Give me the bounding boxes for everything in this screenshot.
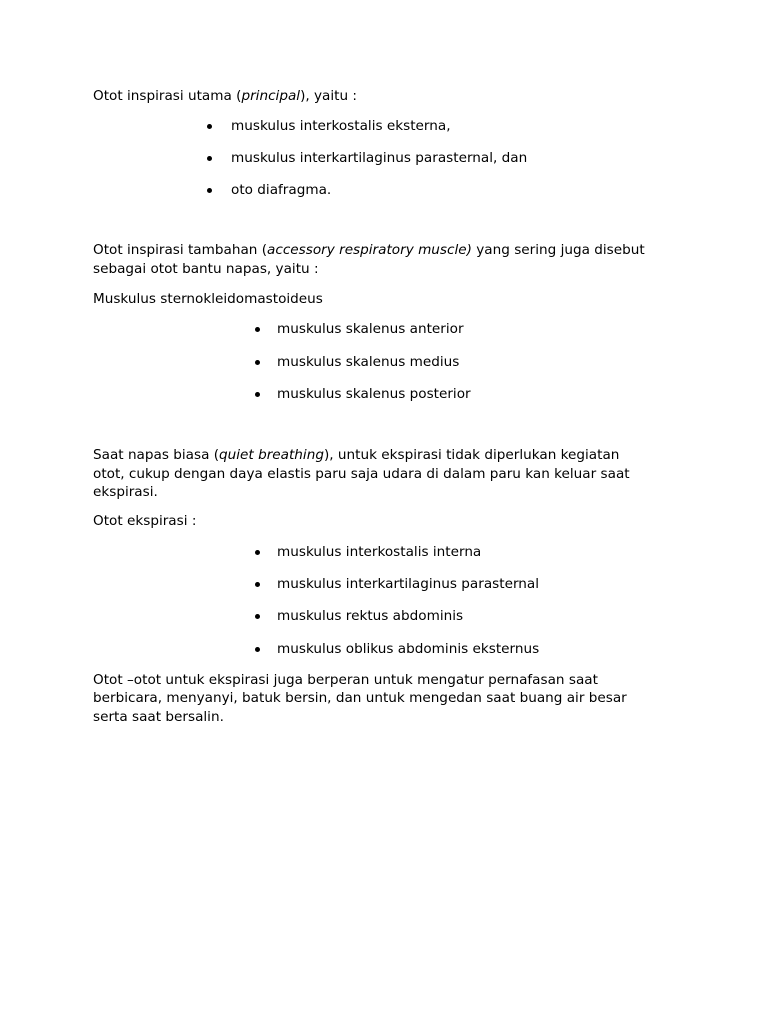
list-item: muskulus skalenus anterior bbox=[277, 321, 464, 337]
paragraph-term: accessory respiratory muscle) bbox=[267, 242, 472, 258]
bullet-icon bbox=[207, 156, 212, 161]
section3-line2: otot, cukup dengan daya elastis paru saja udara di dalam paru kan keluar saat bbox=[93, 466, 630, 482]
paragraph-term: quiet breathing bbox=[219, 447, 324, 463]
paragraph-text: Otot inspirasi tambahan ( bbox=[93, 242, 268, 258]
bullet-icon bbox=[207, 188, 212, 193]
section3-line3: ekspirasi. bbox=[93, 484, 158, 500]
section3-subhead: Otot ekspirasi : bbox=[93, 513, 197, 529]
list-item: oto diafragma. bbox=[231, 182, 332, 198]
list-item: muskulus interkostalis interna bbox=[277, 544, 482, 560]
bullet-icon bbox=[255, 550, 260, 555]
intro-term: principal bbox=[241, 88, 301, 104]
list-item: muskulus skalenus posterior bbox=[277, 386, 471, 402]
list-item: muskulus oblikus abdominis eksternus bbox=[277, 641, 540, 657]
section3-line1 bbox=[93, 446, 683, 464]
section2-line1 bbox=[93, 241, 683, 259]
paragraph-text: Saat napas biasa ( bbox=[93, 447, 220, 463]
paragraph-text-end: yang sering juga disebut bbox=[471, 242, 645, 258]
bullet-icon bbox=[255, 392, 260, 397]
bullet-icon bbox=[255, 614, 260, 619]
bullet-icon bbox=[255, 582, 260, 587]
list-item: muskulus rektus abdominis bbox=[277, 608, 464, 624]
section4-line2: berbicara, menyanyi, batuk bersin, dan untuk mengedan saat buang air besar bbox=[93, 690, 627, 706]
paragraph-text-end: ), untuk ekspirasi tidak diperlukan kegiatan bbox=[323, 447, 620, 463]
bullet-icon bbox=[255, 327, 260, 332]
section4-line1: Otot –otot untuk ekspirasi juga berperan untuk mengatur pernafasan saat bbox=[93, 672, 598, 688]
bullet-icon bbox=[255, 360, 260, 365]
section2-subhead: Muskulus sternokleidomastoideus bbox=[93, 291, 323, 307]
bullet-icon bbox=[207, 124, 212, 129]
bullet-icon bbox=[255, 647, 260, 652]
list-item: muskulus skalenus medius bbox=[277, 354, 460, 370]
list-item: muskulus interkartilaginus parasternal bbox=[277, 576, 540, 592]
list-item: muskulus interkartilaginus parasternal, dan bbox=[231, 150, 528, 166]
section2-line2: sebagai otot bantu napas, yaitu : bbox=[93, 261, 319, 277]
list-item: muskulus interkostalis eksterna, bbox=[231, 118, 451, 134]
intro-text: Otot inspirasi utama ( bbox=[93, 88, 242, 104]
section4-line3: serta saat bersalin. bbox=[93, 709, 224, 725]
section1-intro bbox=[93, 87, 683, 105]
intro-text-end: ), yaitu : bbox=[300, 88, 358, 104]
